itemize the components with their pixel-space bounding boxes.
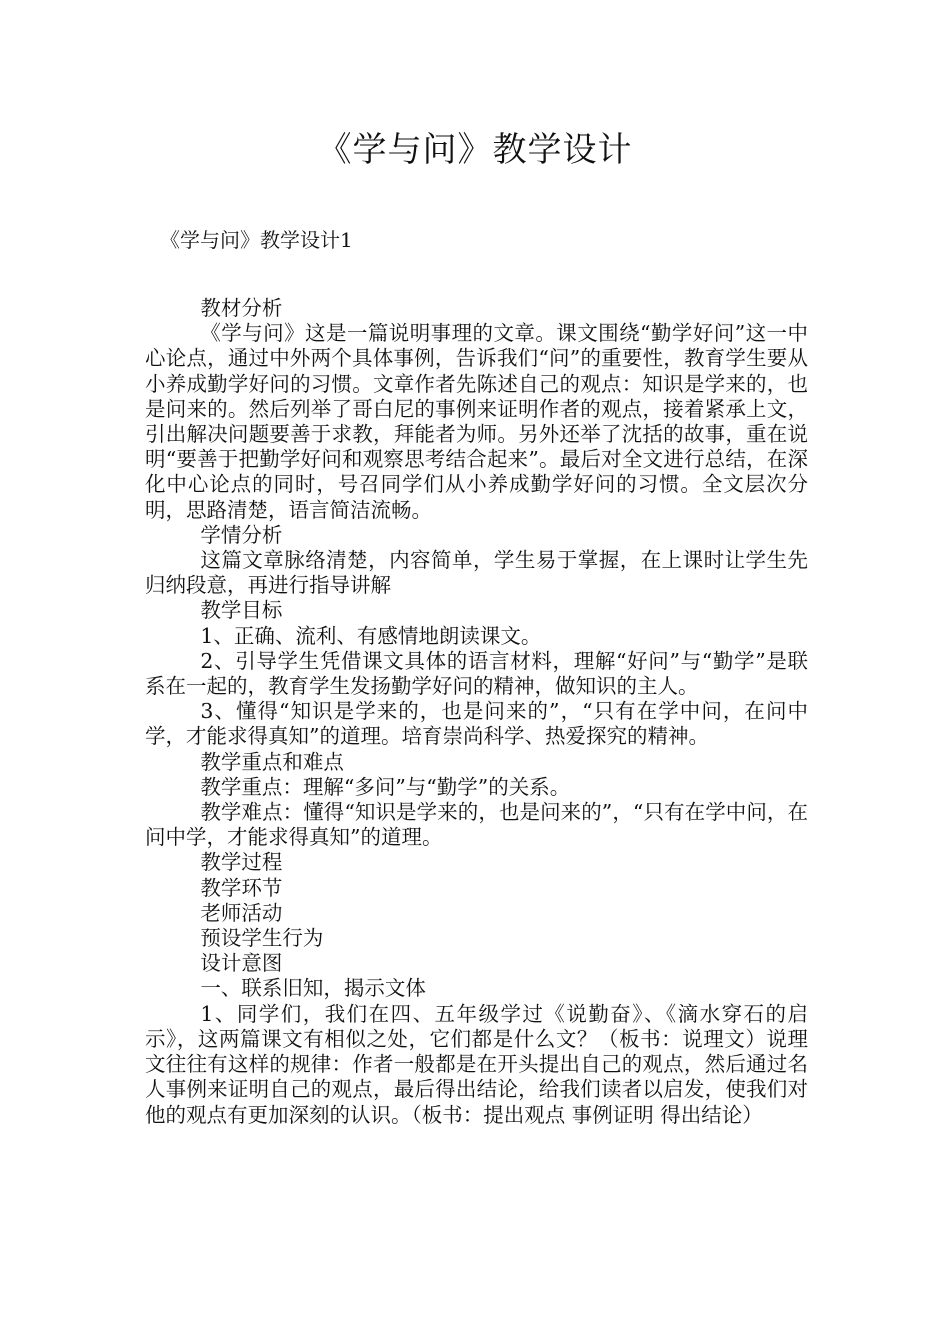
paragraph: 1、同学们，我们在四、五年级学过《说勤奋》、《滴水穿石的启示》，这两篇课文有相似之处，它们都是什么文？（板书：说理文）说理文往往有这样的规律：作者一般都是在开头提出自己的观点，然后通过名人事例来证明自己的观点，最后得出结论，给我们读者以启发，使我们对他的观点有更加深刻的认识。（板书：提出观点 事例证明 得出结论） [145,1001,808,1127]
section-heading: 设计意图 [200,951,283,976]
section-heading: 一、联系旧知，揭示文体 [200,976,426,1001]
section-heading: 预设学生行为 [200,926,324,951]
document-body [145,296,808,1128]
list-item: 1、正确、流利、有感情地朗读课文。 [200,623,542,648]
section-heading: 教材分析 [200,296,283,320]
section-heading: 教学重点和难点 [200,749,344,774]
document-subtitle: 《学与问》教学设计1 [160,228,353,252]
section-heading: 教学目标 [200,598,283,623]
paragraph: 《学与问》这是一篇说明事理的文章。课文围绕“勤学好问”这一中心论点，通过中外两个具体事例，告诉我们“问”的重要性，教育学生要从小养成勤学好问的习惯。文章作者先陈述自己的观点：知识是学来的，也是问来的。然后列举了哥白尼的事例来证明作者的观点，接着紧承上文，引出解决问题要善于求教，拜能者为师。另外还举了沈括的故事，重在说明“要善于把勤学好问和观察思考结合起来”。最后对全文进行总结，在深化中心论点的同时，号召同学们从小养成勤学好问的习惯。全文层次分明，思路清楚，语言简洁流畅。 [145,321,808,522]
list-item: 3、懂得“知识是学来的，也是问来的”，“只有在学中问，在问中学，才能求得真知”的道理。培育崇尚科学、热爱探究的精神。 [145,699,808,749]
document-title: 《学与问》教学设计 [317,130,633,170]
list-item: 2、引导学生凭借课文具体的语言材料，理解“好问”与“勤学”是联系在一起的，教育学生发扬勤学好问的精神，做知识的主人。 [145,648,808,699]
paragraph: 这篇文章脉络清楚，内容简单，学生易于掌握，在上课时让学生先归纳段意，再进行指导讲解 [145,548,808,598]
paragraph: 教学重点：理解“多问”与“勤学”的关系。 [200,774,571,799]
section-heading: 学情分析 [200,522,283,547]
section-heading: 教学过程 [200,850,283,875]
section-heading: 老师活动 [200,900,283,925]
section-heading: 教学环节 [200,875,283,900]
paragraph: 教学难点：懂得“知识是学来的，也是问来的”，“只有在学中问，在问中学，才能求得真知”的道理。 [145,800,808,850]
